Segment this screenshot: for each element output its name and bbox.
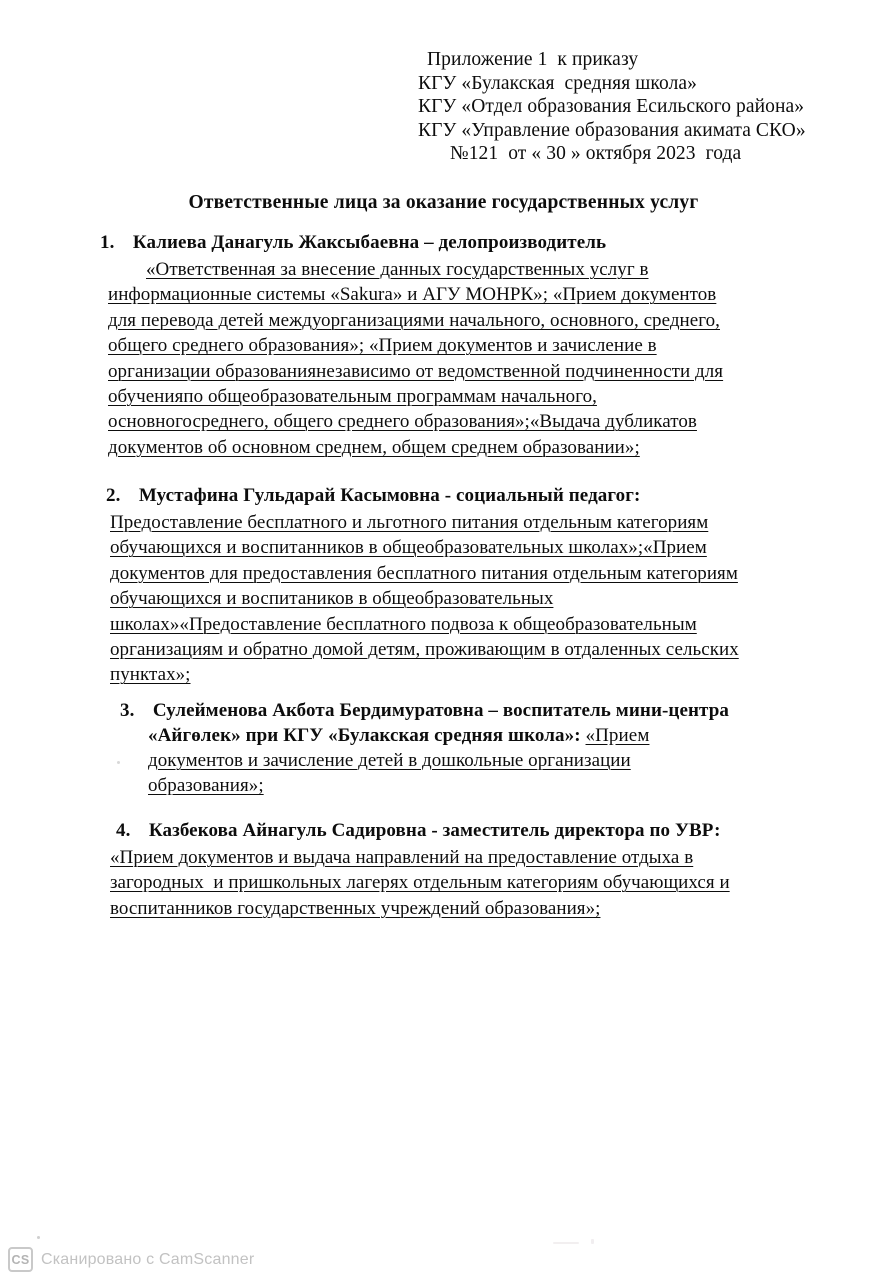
header-line-school: КГУ «Булакская средняя школа» — [418, 72, 697, 94]
header-line-district-department: КГУ «Отдел образования Есильского района» — [418, 96, 805, 117]
entry-2 — [106, 483, 818, 688]
document-header-block — [418, 48, 838, 166]
scan-speck — [37, 1236, 40, 1239]
entry-2-body-line: пунктах»; — [110, 664, 191, 686]
entry-3-heading-continued — [130, 723, 820, 748]
entry-4-body — [110, 845, 820, 921]
entry-4-body-line: «Прием документов и выдача направлений на предоставление отдыха в — [110, 847, 694, 868]
entry-1-body-line: документов об основном среднем, общем среднем образовании»; — [108, 436, 640, 458]
entry-1 — [100, 230, 818, 460]
entry-2-body-line: обучающихся и воспитанников в общеобразовательных школах»;«Прием — [110, 537, 707, 559]
entry-2-body — [110, 510, 818, 688]
entry-2-body-line: документов для предоставления бесплатного питания отдельным категориям — [110, 562, 738, 584]
entry-4-body-line: воспитанников государственных учреждений образования»; — [110, 897, 601, 919]
entry-3-body-line: документов и зачисление детей в дошкольные организации — [148, 750, 631, 771]
entry-4-body-line: загородных и пришкольных лагерях отдельным категориям обучающихся и — [110, 872, 730, 894]
entry-2-person-role: Мустафина Гульдарай Касымовна - социальный педагог: — [138, 485, 641, 506]
entry-3 — [120, 698, 820, 799]
page-title: Ответственные лица за оказание государственных услуг — [188, 192, 699, 213]
entry-2-body-line: школах»«Предоставление бесплатного подвоза к общеобразовательным — [110, 613, 697, 635]
entry-1-body-line: информационные системы «Sakura» и АГУ МОНРК»; «Прием документов — [108, 284, 717, 306]
entry-3-center-name: «Айгөлек» при КГУ «Булакская средняя школа»: — [148, 725, 586, 746]
entry-4-heading: 4. Казбекова Айнагуль Садировна - заместитель директора по УВР: — [116, 820, 721, 841]
entry-4 — [110, 818, 820, 921]
entry-1-body-line: основногосреднего, общего среднего образования»;«Выдача дубликатов — [108, 411, 697, 433]
entry-3-person-role: Сулейменова Акбота Бердимуратовна – воспитатель мини-центра — [152, 700, 729, 721]
scan-speck — [553, 1242, 579, 1244]
entry-2-body-line: организациям и обратно домой детям, проживающим в отдаленных сельских — [110, 639, 739, 661]
header-line-regional-administration: КГУ «Управление образования акимата СКО» — [418, 119, 806, 141]
camscanner-logo-icon: CS — [8, 1247, 33, 1272]
entry-1-body-line: обученияпо общеобразовательным программам начального, — [108, 386, 597, 408]
entry-2-body-line: обучающихся и воспитаников в общеобразовательных — [110, 588, 554, 610]
entry-1-body-line: для перевода детей междуорганизациями начального, основного, среднего, — [108, 309, 720, 331]
entry-2-body-line: Предоставление бесплатного и льготного питания отдельным категориям — [110, 512, 709, 533]
entry-1-body-line: общего среднего образования»; «Прием документов и зачисление в — [108, 335, 657, 357]
entry-1-person-role: Калиева Данагуль Жаксыбаевна – делопроизводитель — [132, 232, 607, 253]
header-line-appendix: Приложение 1 к приказу — [427, 49, 639, 70]
entry-3-body — [130, 748, 820, 799]
entry-2-heading: 2. Мустафина Гульдарай Касымовна - социальный педагог: — [106, 485, 641, 506]
entry-3-service-start: «Прием — [585, 725, 650, 746]
entry-1-heading: 1. Калиева Данагуль Жаксыбаевна – делопроизводитель — [100, 232, 607, 253]
entry-3-heading: 3. Сулейменова Акбота Бердимуратовна – воспитатель мини-центра — [120, 700, 729, 721]
header-line-order-number-date: №121 от « 30 » октября 2023 года — [450, 143, 742, 164]
camscanner-caption: Сканировано с CamScanner — [41, 1250, 255, 1268]
entry-3-body-line: образования»; — [148, 775, 264, 797]
camscanner-watermark — [8, 1247, 254, 1272]
scan-speck — [117, 761, 120, 764]
entry-4-person-role: Казбекова Айнагуль Садировна - заместитель директора по УВР: — [148, 820, 721, 841]
entry-1-body-line: организации образованиянезависимо от ведомственной подчиненности для — [108, 360, 724, 382]
scan-speck — [591, 1239, 594, 1244]
entry-1-body — [108, 257, 818, 460]
entry-1-body-line: «Ответственная за внесение данных государственных услуг в — [146, 259, 649, 280]
